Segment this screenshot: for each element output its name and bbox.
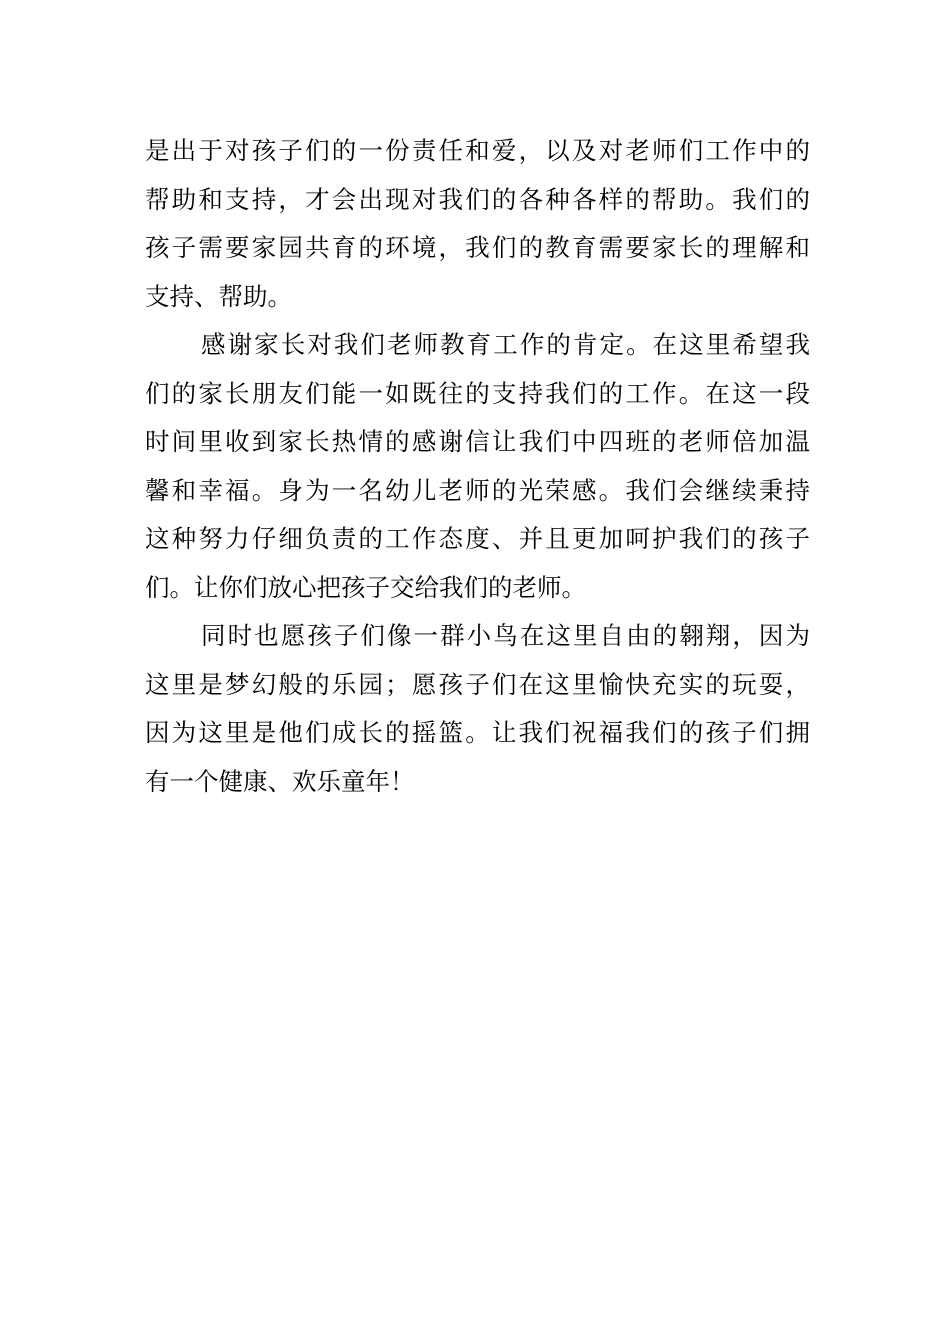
paragraph-2 <box>145 321 810 612</box>
text-line: 们的家长朋友们能一如既往的支持我们的工作。在这一段 <box>145 378 810 408</box>
text-line: 这种努力仔细负责的工作态度、并且更加呵护我们的孩子 <box>145 524 810 553</box>
text-line: 时间里收到家长热情的感谢信让我们中四班的老师倍加温 <box>145 427 810 456</box>
text-line: 有一个健康、欢乐童年！ <box>145 766 415 796</box>
paragraph-3 <box>145 612 810 806</box>
text-line: 是出于对孩子们的一份责任和爱，以及对老师们工作中的 <box>145 136 810 165</box>
text-line: 支持、帮助。 <box>145 281 292 311</box>
text-line: 感谢家长对我们老师教育工作的肯定。在这里希望我 <box>201 330 810 359</box>
text-line: 这里是梦幻般的乐园；愿孩子们在这里愉快充实的玩耍， <box>145 669 810 699</box>
text-line: 帮助和支持，才会出现对我们的各种各样的帮助。我们的 <box>145 184 810 214</box>
paragraph-1 <box>145 127 810 321</box>
text-line: 馨和幸福。身为一名幼儿老师的光荣感。我们会继续秉持 <box>145 475 810 505</box>
text-line: 孩子需要家园共育的环境，我们的教育需要家长的理解和 <box>145 233 810 262</box>
text-line: 因为这里是他们成长的摇篮。让我们祝福我们的孩子们拥 <box>145 718 810 747</box>
document-body <box>145 127 810 806</box>
text-line: 们。让你们放心把孩子交给我们的老师。 <box>145 572 586 602</box>
text-line: 同时也愿孩子们像一群小鸟在这里自由的翱翔，因为 <box>201 621 810 650</box>
